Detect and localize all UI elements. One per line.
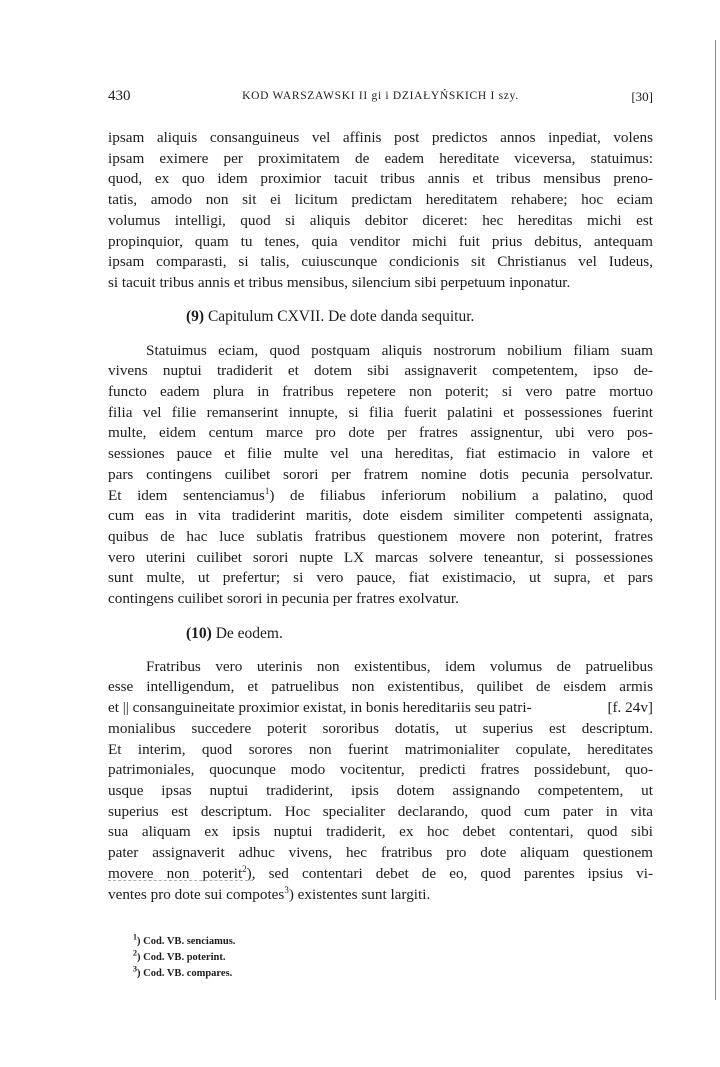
running-title: KOD WARSZAWSKI II gi i DZIAŁYŃSKICH I szy. — [242, 90, 519, 102]
text-line: ipsam comparasti, si talis, cuiuscunque condicionis sit Christianus vel Iudeus, — [108, 253, 653, 271]
text-line: sessiones pauce et filie multe vel una hereditas, fiat estimacio in valore et — [108, 445, 653, 463]
footnote-ref: 1 — [264, 485, 270, 496]
text-line: movere non poterit$^2$), sed contentari debet de eo, quod parentes ipsius vi- — [108, 863, 654, 882]
text-line: et || consanguineitate proximior existat, in bonis hereditariis seu patri- [f. 24v] — [108, 698, 653, 719]
footnote: $^3$) Cod. VB. compares. — [133, 964, 233, 979]
text-line: esse intelligendum, et patruelibus non existentibus, quilibet de eisdem armis — [108, 678, 653, 696]
chapter-title: Capitulum CXVII. De dote danda sequitur. — [207, 307, 475, 325]
chapter-title: De eodem. — [215, 624, 283, 642]
page-number: 430 — [108, 88, 131, 104]
main-text — [108, 128, 653, 905]
text-line: quibus de hac luce sublatis fratribus questionem movere non poterint, fratres — [108, 527, 653, 545]
text-line: volumus intelligi, quod si aliquis debitor diceret: hec hereditas michi est — [108, 211, 653, 229]
chapter-number: (9) — [186, 307, 205, 325]
text-line: pars contingens cuilibet sorori per fratrem nomine dotis pecunia persolvatur. — [108, 465, 653, 483]
text-line: quod, ex quo idem proximior tacuit tribus annis et tribus mensibus preno- — [108, 170, 653, 188]
text-line: ipsam aliquis consanguineus vel affinis post predictos annos inpediat, volens — [108, 129, 653, 146]
running-head — [108, 88, 653, 110]
text-line: Fratribus vero uterinis non existentibus, idem volumus de patruelibus — [146, 657, 653, 675]
text-line: filia vel filie remanserint innupte, si filia fuerit palatini et possessiones fuerint — [108, 403, 653, 421]
text-line: vivens nuptui tradiderit et dotem sibi assignaverit competentem, ipso de- — [108, 362, 653, 380]
section-number: [30] — [631, 89, 653, 104]
text-line: usque ipsas nuptui tradiderint, ipsis dotem assignando competentem, ut — [108, 781, 653, 799]
chapter-number: (10) — [186, 624, 212, 642]
text-line: ipsam eximere per proximitatem de eadem hereditate viceversa, statuimus: — [108, 149, 653, 167]
text-line: pater assignaverit adhuc vivens, hec fratribus pro dote aliquam questionem — [108, 844, 653, 862]
text-line: superius est descriptum. Hoc specialiter declarando, quod cum pater in vita — [108, 802, 653, 820]
text-line: ventes pro dote sui compotes$^3$) existentes sunt largiti. — [108, 884, 431, 903]
footnote: $^1$) Cod. VB. senciamus. — [133, 932, 236, 947]
text-line: Statuimus eciam, quod postquam aliquis nostrorum nobilium filiam suam — [146, 341, 653, 359]
folio-marker: [f. 24v] — [607, 699, 653, 717]
text-line: patrimoniales, quocunque modo vocitentur, predicti fratres possidebunt, quo- — [108, 761, 653, 779]
text-line: tatis, amodo non sit ei licitum predictam hereditatem rehabere; hoc eciam — [108, 191, 653, 209]
text-line: sunt multe, ut prefertur; si vero pauce, fiat existimacio, ut supra, et pars — [108, 569, 653, 587]
text-line: Et idem sentenciamus$^1$) de filiabus inferiorum nobilium a palatino, quod — [108, 485, 654, 504]
page-edge-rule — [715, 40, 716, 1000]
footnote-ref: 2 — [242, 863, 247, 874]
chapter-heading — [108, 307, 653, 327]
text-line: sua aliquam ex ipsis nuptui tradiderit, ex hoc debet contentari, quod sibi — [108, 823, 653, 841]
footnote-separator — [108, 880, 253, 881]
footnote: $^2$) Cod. VB. poterint. — [133, 948, 226, 963]
text-line: functo eadem plura in fratribus repetere non poterit; si vero patre mortuo — [108, 383, 653, 401]
text-line: vero uterini cuilibet sorori nupte LX marcas solvere teneantur, si possessiones — [108, 548, 653, 566]
text-line: propinquior, quam tu tenes, quia venditor michi fuit prius debitus, antequam — [108, 232, 653, 250]
chapter-heading — [108, 624, 653, 644]
footnote-ref: 3 — [284, 884, 289, 895]
text-line: monialibus succedere poterit sororibus dotatis, ut superius est descriptum. — [108, 719, 653, 737]
text-line: si tacuit tribus annis et tribus mensibus, silencium sibi perpetuum inponatur. — [108, 273, 571, 291]
text-line: cum eas in vita tradiderint maritis, dote eisdem similiter competenti assignata, — [108, 507, 653, 525]
text-line: Et interim, quod sorores non fuerint matrimonialiter copulate, hereditates — [108, 740, 653, 758]
footnotes — [133, 934, 433, 982]
text-line: contingens cuilibet sorori in pecunia per fratres exolvatur. — [108, 590, 459, 608]
text-line: multe, eidem centum marce pro dote per fratres assignentur, ubi vero pos- — [108, 424, 653, 442]
